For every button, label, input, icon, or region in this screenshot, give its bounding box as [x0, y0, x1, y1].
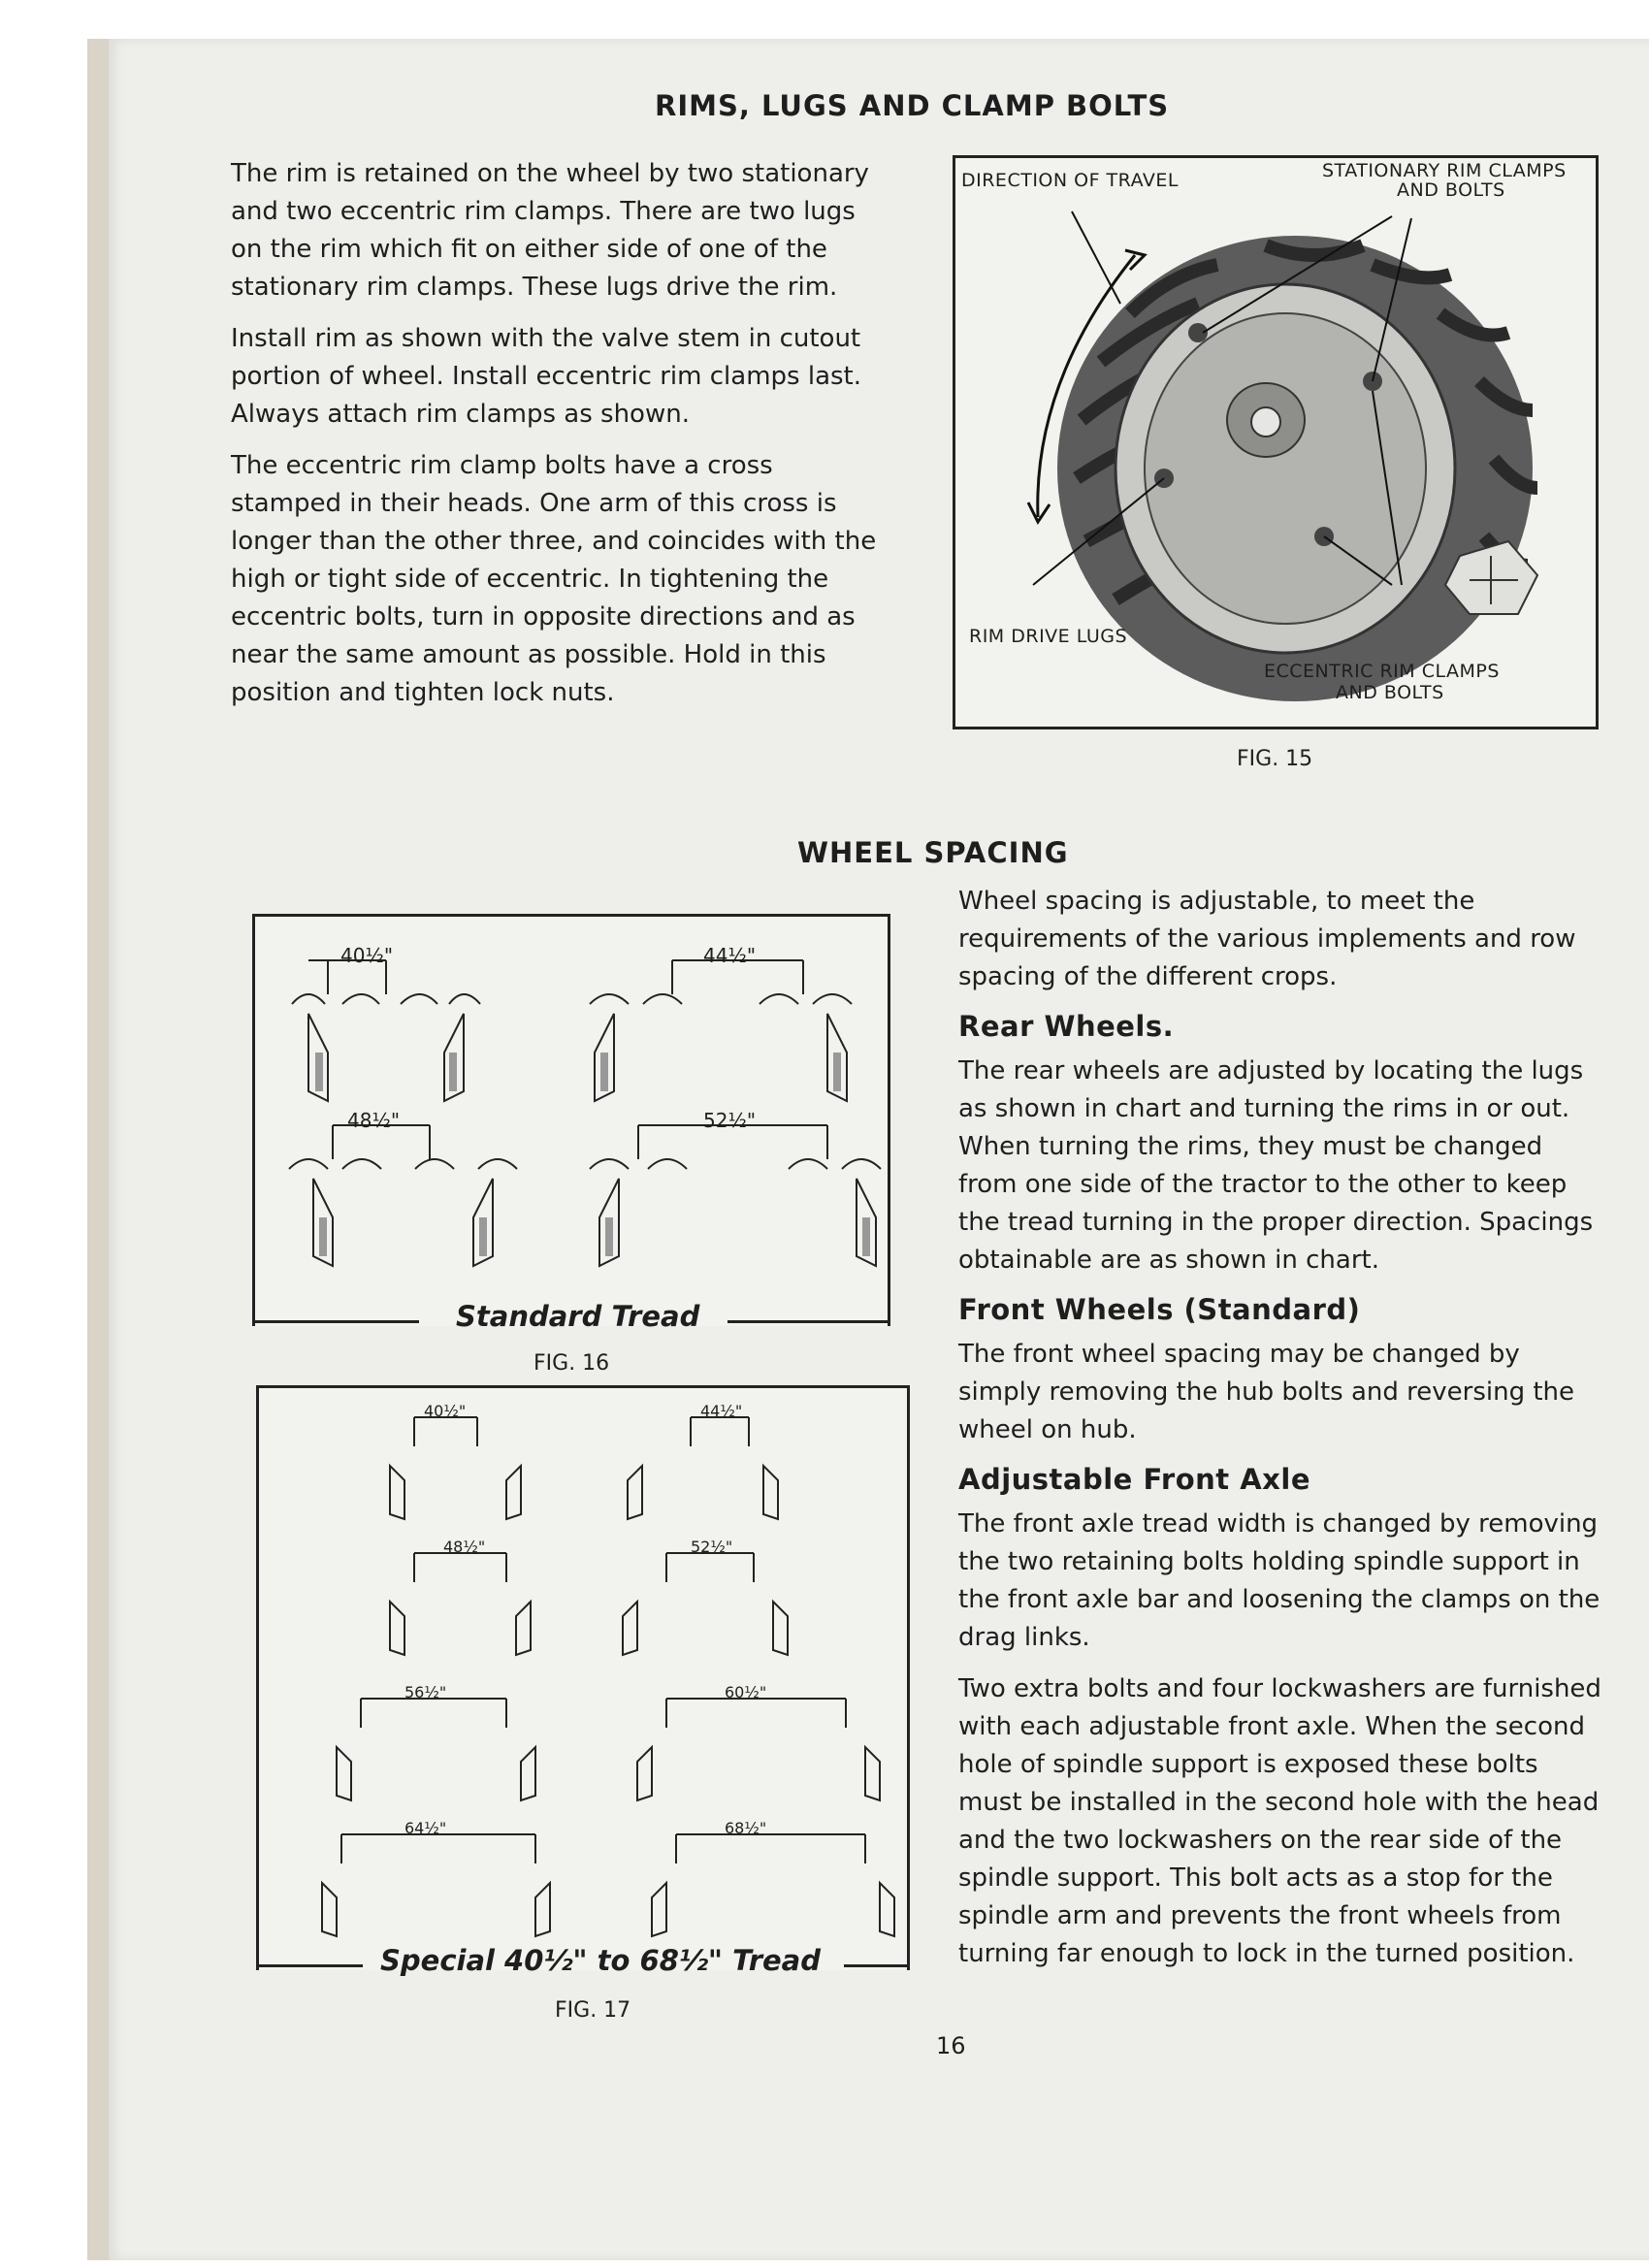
label-eccentric-clamps: ECCENTRIC RIM CLAMPS [1264, 661, 1500, 682]
section-heading-rims: RIMS, LUGS AND CLAMP BOLTS [655, 89, 1170, 122]
figure-16-frame [252, 914, 890, 1326]
rims-paragraph-2: Install rim as shown with the valve stem in cutout portion of wheel. Install eccentric rim clamps last. Always attach rim clamps as shown. [231, 324, 861, 429]
dim-label: 52½" [691, 1538, 733, 1556]
dim-label: 40½" [424, 1402, 467, 1420]
adjustable-axle-paragraph-1: The front axle tread width is changed by removing the two retaining bolts holding spindle support in the front axle bar and loosening the clamps on the drag links. [958, 1509, 1600, 1652]
label-stationary-bolts: AND BOLTS [1397, 179, 1505, 201]
rear-wheels-heading: Rear Wheels. [958, 1010, 1175, 1043]
dim-label: 40½" [340, 944, 394, 967]
figure-16-rule [252, 1320, 419, 1323]
dim-label: 44½" [703, 944, 757, 967]
dim-label: 60½" [725, 1683, 767, 1701]
wheel-spacing-intro: Wheel spacing is adjustable, to meet the requirements of the various implements and row spacing of the different crops. [958, 887, 1576, 991]
label-eccentric-bolts: AND BOLTS [1336, 682, 1444, 703]
special-tread-diagram [259, 1388, 907, 1970]
rear-wheels-paragraph: The rear wheels are adjusted by locating the lugs as shown in chart and turning the rims in or out. When turning the rims, they must be changed from one side of the tractor to the other to keep the tread turning in the proper direction. Spacings obtainable are as shown in chart. [958, 1056, 1594, 1275]
figure-15-caption: FIG. 15 [1237, 747, 1313, 771]
figure-17-rule [844, 1964, 907, 1967]
figure-16-rule [728, 1320, 888, 1323]
rims-text-column [231, 155, 887, 726]
front-wheels-heading: Front Wheels (Standard) [958, 1293, 1361, 1326]
adjustable-axle-paragraph-2: Two extra bolts and four lockwashers are furnished with each adjustable front axle. When the second hole of spindle support is exposed these bolts must be installed in the second hole with the head and the two lockwashers on the rear side of the spindle support. This bolt acts as a stop for the spindle arm and prevents the front wheels from turning far enough to lock in the turned position. [958, 1674, 1601, 1968]
label-direction-of-travel: DIRECTION OF TRAVEL [961, 170, 1179, 191]
figure-16-title: Standard Tread [456, 1300, 700, 1333]
figure-17-caption: FIG. 17 [555, 1998, 631, 2023]
figure-17-title: Special 40½" to 68½" Tread [380, 1944, 821, 1977]
figure-17-frame [256, 1385, 910, 1970]
label-stationary-clamps: STATIONARY RIM CLAMPS [1322, 160, 1567, 181]
rims-paragraph-3: The eccentric rim clamp bolts have a cross stamped in their heads. One arm of this cross is longer than the other three, and coincides with the high or tight side of eccentric. In tightening the eccentric bolts, turn in opposite directions and as near the same amount as possible. Hold in this position and tighten lock nuts. [231, 451, 877, 707]
figure-16-caption: FIG. 16 [534, 1351, 610, 1376]
adjustable-axle-heading: Adjustable Front Axle [958, 1463, 1310, 1496]
dim-label: 48½" [443, 1538, 486, 1556]
dim-label: 56½" [404, 1683, 447, 1701]
dim-label: 44½" [700, 1402, 743, 1420]
section-heading-wheel-spacing: WHEEL SPACING [797, 836, 1069, 869]
dim-label: 64½" [404, 1819, 447, 1837]
figure-15-frame [953, 155, 1599, 729]
dim-label: 68½" [725, 1819, 767, 1837]
rims-paragraph-1: The rim is retained on the wheel by two stationary and two eccentric rim clamps. There are two lugs on the rim which fit on either side of one of the stationary rim clamps. These lugs drive the rim. [231, 159, 869, 302]
page-number: 16 [936, 2032, 966, 2059]
label-rim-drive-lugs: RIM DRIVE LUGS [969, 626, 1128, 647]
front-wheels-paragraph: The front wheel spacing may be changed by simply removing the hub bolts and reversing the wheel on hub. [958, 1340, 1575, 1444]
wheel-spacing-text-column [958, 883, 1606, 1987]
dim-label: 48½" [347, 1109, 401, 1132]
figure-17-rule [256, 1964, 363, 1967]
dim-label: 52½" [703, 1109, 757, 1132]
